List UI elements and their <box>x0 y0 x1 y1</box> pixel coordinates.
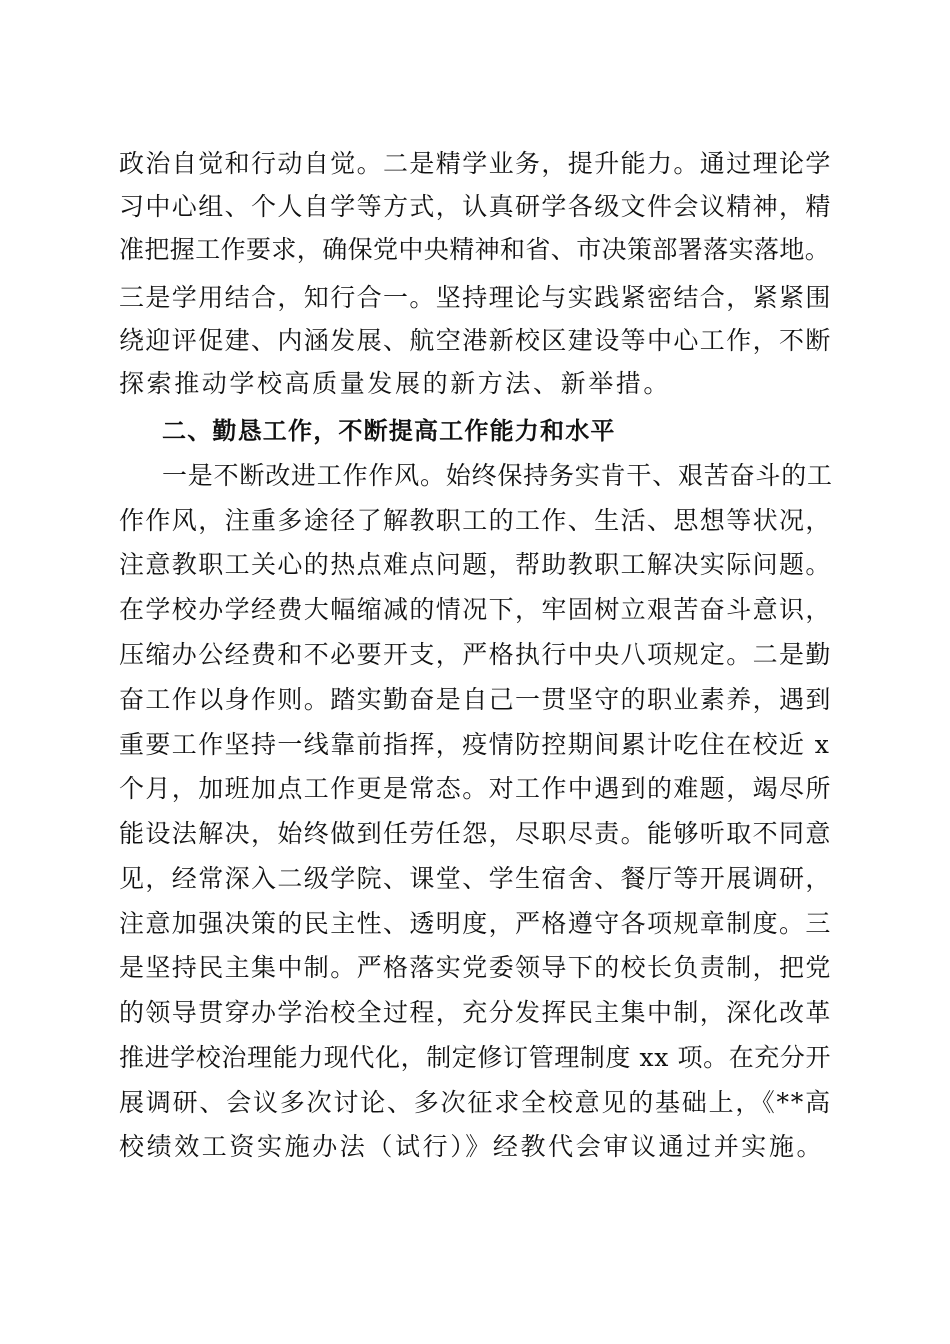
section-heading: 二、勤恳工作，不断提高工作能力和水平 <box>162 417 616 445</box>
paragraph-line: 作作风，注重多途径了解教职工的工作、生活、思想等状况， <box>119 506 832 535</box>
paragraph-line: 展调研、会议多次讨论、多次征求全校意见的基础上，《**高 <box>119 1088 832 1117</box>
paragraph-line: 压缩办公经费和不必要开支，严格执行中央八项规定。二是勤 <box>119 640 832 669</box>
paragraph-line: 政治自觉和行动自觉。二是精学业务，提升能力。通过理论学 <box>119 149 832 178</box>
paragraph-line: 推进学校治理能力现代化，制定修订管理制度 xx 项。在充分开 <box>119 1043 832 1072</box>
paragraph-line: 准把握工作要求，确保党中央精神和省、市决策部署落实落地。 <box>119 235 831 264</box>
paragraph-line: 重要工作坚持一线靠前指挥，疫情防控期间累计吃住在校近 x <box>119 730 831 759</box>
paragraph-line: 在学校办学经费大幅缩减的情况下，牢固树立艰苦奋斗意识， <box>119 595 832 624</box>
paragraph-line: 绕迎评促建、内涵发展、航空港新校区建设等中心工作，不断 <box>119 326 832 355</box>
paragraph-line: 三是学用结合，知行合一。坚持理论与实践紧密结合，紧紧围 <box>119 283 832 312</box>
paragraph-line: 奋工作以身作则。踏实勤奋是自己一贯坚守的职业素养，遇到 <box>119 685 832 714</box>
paragraph-line: 注意教职工关心的热点难点问题，帮助教职工解决实际问题。 <box>119 550 832 579</box>
paragraph-line: 探索推动学校高质量发展的新方法、新举措。 <box>119 369 672 398</box>
paragraph-line: 个月，加班加点工作更是常态。对工作中遇到的难题，竭尽所 <box>119 774 832 803</box>
paragraph-line: 见，经常深入二级学院、课堂、学生宿舍、餐厅等开展调研， <box>119 864 832 893</box>
paragraph-line: 校绩效工资实施办法（试行）》经教代会审议通过并实施。 <box>119 1132 825 1161</box>
paragraph-line: 的领导贯穿办学治校全过程，充分发挥民主集中制，深化改革 <box>119 998 832 1027</box>
paragraph-line: 一是不断改进工作作风。始终保持务实肯干、艰苦奋斗的工 <box>162 461 833 490</box>
paragraph-line: 是坚持民主集中制。严格落实党委领导下的校长负责制，把党 <box>119 953 832 982</box>
paragraph-line: 习中心组、个人自学等方式，认真研学各级文件会议精神，精 <box>119 192 832 221</box>
paragraph-line: 能设法解决，始终做到任劳任怨，尽职尽责。能够听取不同意 <box>119 819 832 848</box>
paragraph-line: 注意加强决策的民主性、透明度，严格遵守各项规章制度。三 <box>119 909 832 938</box>
